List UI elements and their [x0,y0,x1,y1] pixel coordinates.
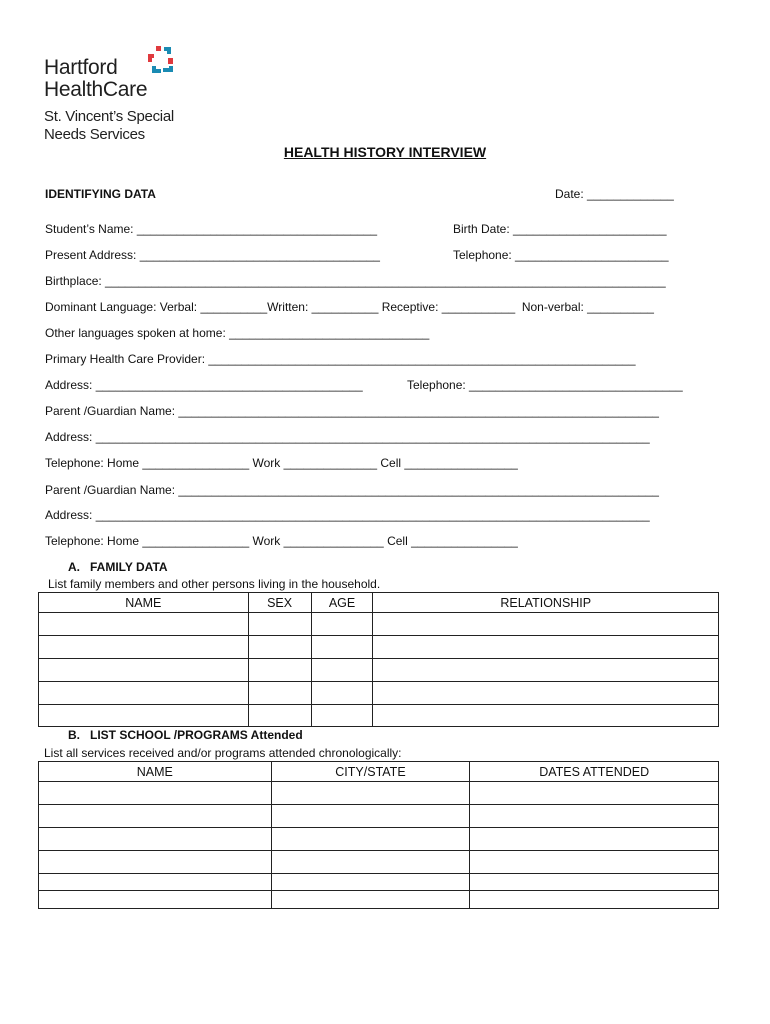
table-cell[interactable] [311,613,373,636]
table-cell[interactable] [248,636,311,659]
table-row [39,828,719,851]
school-programs-heading: B. LIST SCHOOL /PROGRAMS Attended [68,728,303,742]
table-row [39,782,719,805]
logo-mark-icon [144,44,176,76]
primary-provider-field[interactable]: Primary Health Care Provider: ________________________________________________________________ [45,352,636,366]
school-table [38,761,719,909]
table-cell[interactable] [470,874,719,891]
identifying-data-heading: IDENTIFYING DATA [45,187,156,201]
table-cell[interactable] [373,682,719,705]
other-languages-field[interactable]: Other languages spoken at home: ______________________________ [45,326,430,340]
table-cell[interactable] [311,659,373,682]
table-cell[interactable] [470,782,719,805]
table-cell[interactable] [39,782,272,805]
table-row [39,805,719,828]
logo-line-2: HealthCare [44,78,148,101]
table-cell[interactable] [311,705,373,727]
table-cell[interactable] [373,659,719,682]
table-cell[interactable] [39,682,249,705]
school-col-city-state: CITY/STATE [271,762,470,782]
table-row [39,682,719,705]
table-cell[interactable] [271,805,470,828]
table-row [39,659,719,682]
present-address-field[interactable]: Present Address: ____________________________________ [45,248,380,262]
table-cell[interactable] [311,636,373,659]
guardian-phones-field-1[interactable]: Telephone: Home ________________ Work ______________ Cell _________________ [45,456,518,470]
table-row [39,891,719,909]
guardian-address-field-1[interactable]: Address: ___________________________________________________________________________________ [45,430,650,444]
dominant-language-field[interactable]: Dominant Language: Verbal: __________Written: __________ Receptive: ___________ Non-verbal: __________ [45,300,654,314]
table-cell[interactable] [39,705,249,727]
table-cell[interactable] [311,682,373,705]
guardian-name-field-1[interactable]: Parent /Guardian Name: ________________________________________________________________________ [45,404,659,418]
table-cell[interactable] [39,851,272,874]
table-cell[interactable] [39,636,249,659]
table-row [39,636,719,659]
table-cell[interactable] [373,636,719,659]
date-field[interactable]: Date: _____________ [555,187,674,201]
school-col-name: NAME [39,762,272,782]
table-cell[interactable] [470,851,719,874]
birthplace-field[interactable]: Birthplace: ____________________________________________________________________________________ [45,274,666,288]
telephone-field[interactable]: Telephone: _______________________ [453,248,669,262]
table-cell[interactable] [39,891,272,909]
school-table-header [39,762,719,782]
birth-date-field[interactable]: Birth Date: _______________________ [453,222,667,236]
family-data-heading: A. FAMILY DATA [68,560,168,574]
table-cell[interactable] [271,782,470,805]
table-cell[interactable] [39,613,249,636]
table-cell[interactable] [470,805,719,828]
table-cell[interactable] [39,805,272,828]
table-cell[interactable] [271,891,470,909]
family-table [38,592,719,727]
table-cell[interactable] [39,659,249,682]
hartford-healthcare-logo [44,44,214,144]
logo-line-3: St. Vincent’s Special [44,108,174,125]
table-cell[interactable] [248,705,311,727]
family-col-relationship: RELATIONSHIP [373,593,719,613]
table-cell[interactable] [248,659,311,682]
guardian-phones-field-2[interactable]: Telephone: Home ________________ Work _______________ Cell ________________ [45,534,518,548]
table-row [39,705,719,727]
table-row [39,851,719,874]
school-programs-subtitle: List all services received and/or programs attended chronologically: [44,746,402,760]
guardian-address-field-2[interactable]: Address: ___________________________________________________________________________________ [45,508,650,522]
family-col-sex: SEX [248,593,311,613]
table-cell[interactable] [39,828,272,851]
table-cell[interactable] [271,874,470,891]
family-col-age: AGE [311,593,373,613]
page-title: HEALTH HISTORY INTERVIEW [283,144,487,160]
table-cell[interactable] [39,874,272,891]
provider-telephone-field[interactable]: Telephone: ________________________________ [407,378,683,392]
guardian-name-field-2[interactable]: Parent /Guardian Name: ________________________________________________________________________ [45,483,659,497]
logo-line-1: Hartford [44,56,118,79]
table-cell[interactable] [373,613,719,636]
table-cell[interactable] [271,851,470,874]
table-cell[interactable] [470,828,719,851]
table-cell[interactable] [373,705,719,727]
logo-line-4: Needs Services [44,126,145,143]
family-col-name: NAME [39,593,249,613]
family-data-subtitle: List family members and other persons living in the household. [48,577,381,591]
table-cell[interactable] [248,613,311,636]
table-cell[interactable] [248,682,311,705]
table-cell[interactable] [470,891,719,909]
table-row [39,613,719,636]
table-row [39,874,719,891]
provider-address-field[interactable]: Address: ________________________________________ [45,378,363,392]
family-table-header [39,593,719,613]
school-col-dates: DATES ATTENDED [470,762,719,782]
student-name-field[interactable]: Student’s Name: ____________________________________ [45,222,378,236]
table-cell[interactable] [271,828,470,851]
